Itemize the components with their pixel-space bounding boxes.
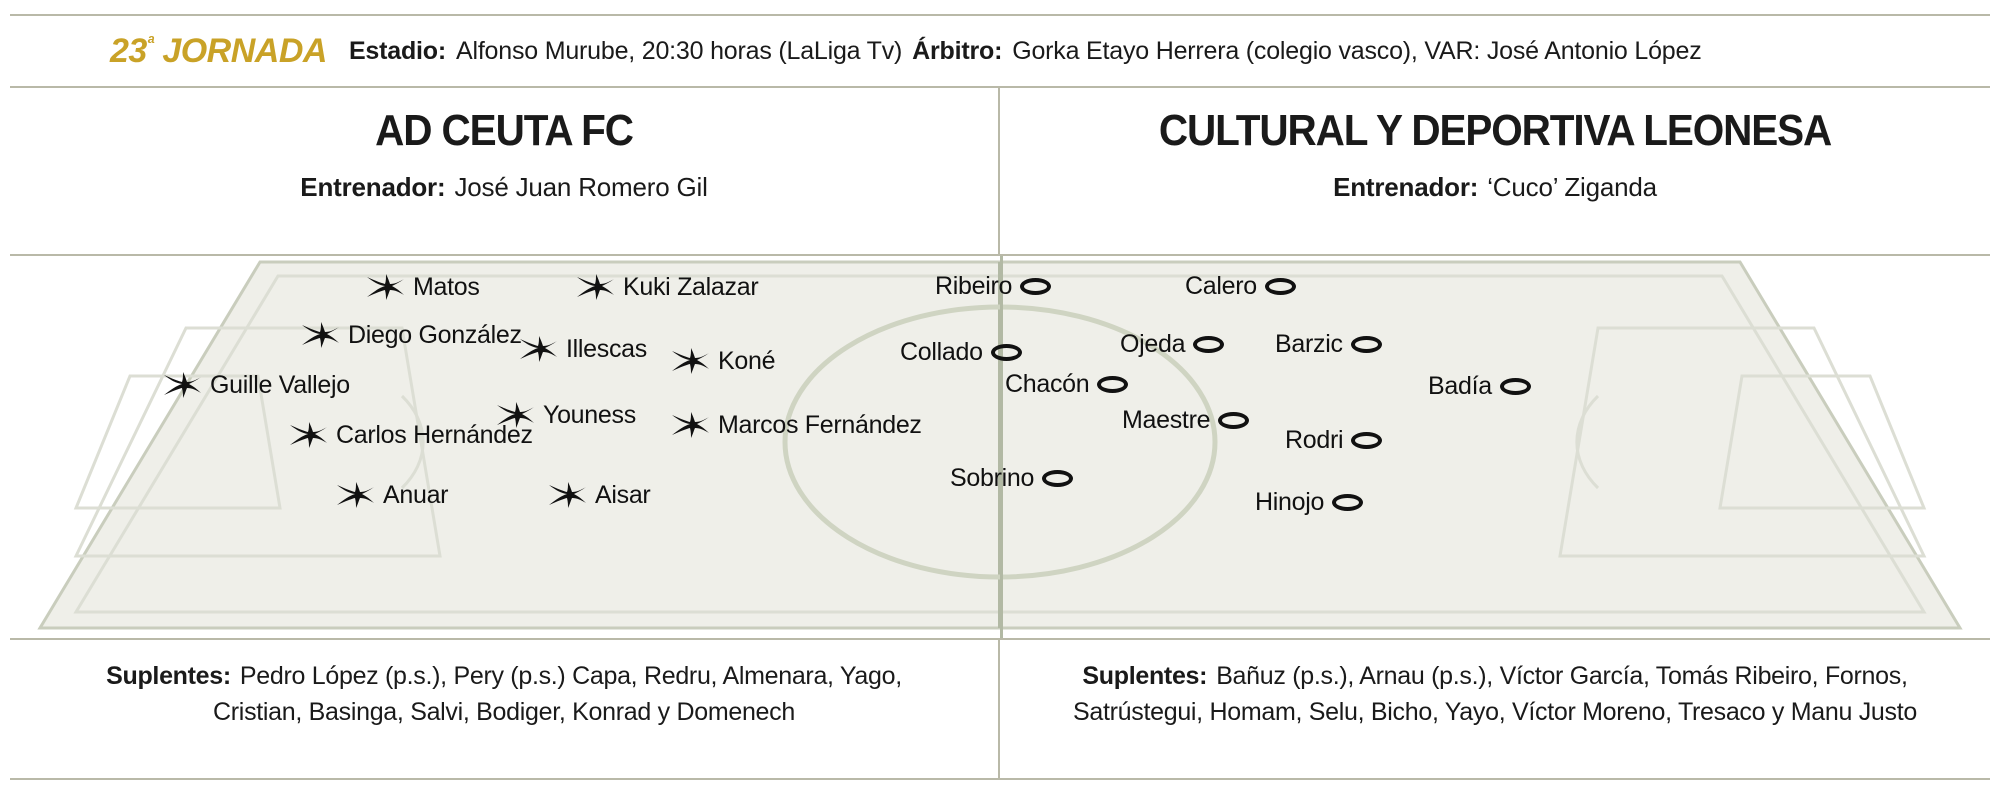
player-name: Matos (413, 272, 480, 301)
stadium-label: Estadio: (348, 36, 446, 65)
player-name: Hinojo (1255, 488, 1325, 516)
player-away (1005, 372, 1128, 397)
player-name: Ojeda (1120, 330, 1186, 358)
away-coach-label: Entrenador: (1333, 172, 1479, 202)
player-name: Kuki Zalazar (623, 272, 759, 301)
home-subs-line1: Pedro López (p.s.), Pery (p.s.) Capa, Redru, Almenara, Yago, (239, 662, 902, 690)
player-name: Chacón (1005, 370, 1090, 398)
player-home (575, 274, 758, 300)
player-away (1120, 332, 1224, 357)
player-name: Calero (1185, 272, 1257, 300)
match-info (349, 37, 1702, 66)
stadium-value: Alfonso Murube, 20:30 horas (LaLiga Tv) (455, 36, 903, 65)
player-away (1428, 374, 1531, 399)
home-coach (10, 172, 998, 203)
player-marker-star (365, 274, 405, 300)
player-marker-star (670, 412, 710, 438)
player-name: Anuar (383, 480, 449, 509)
player-home (365, 274, 480, 300)
player-marker-oval (1097, 376, 1128, 393)
player-away (1275, 332, 1382, 357)
home-team-header (10, 88, 1000, 254)
player-marker-star (162, 372, 202, 398)
player-name: Diego González (348, 320, 522, 349)
team-headers (10, 88, 1990, 256)
player-name: Ribeiro (935, 272, 1013, 300)
referee-label: Árbitro: (912, 36, 1003, 65)
player-marker-oval (1351, 432, 1382, 449)
player-marker-star (547, 482, 587, 508)
player-away (950, 466, 1073, 491)
home-subs-line2: Cristian, Basinga, Salvi, Bodiger, Konrad y Domenech (213, 698, 795, 727)
home-coach-name: José Juan Romero Gil (454, 172, 708, 202)
player-home (547, 482, 650, 508)
player-marker-oval (1265, 278, 1296, 295)
player-name: Marcos Fernández (718, 410, 922, 439)
player-name: Youness (543, 400, 636, 429)
away-subs-label: Suplentes: (1082, 662, 1208, 690)
player-marker-star (288, 422, 328, 448)
pitch-diagram (10, 256, 1990, 638)
away-coach-name: ‘Cuco’ Ziganda (1487, 172, 1657, 202)
player-home (288, 422, 533, 448)
player-home (670, 348, 775, 374)
player-name: Illescas (566, 334, 647, 363)
player-name: Rodri (1285, 426, 1344, 454)
player-away (935, 274, 1051, 299)
player-marker-oval (1500, 378, 1531, 395)
player-away (1285, 428, 1382, 453)
player-home (670, 412, 922, 438)
away-team-header (1000, 88, 1990, 254)
player-name: Guille Vallejo (210, 370, 350, 399)
player-home (518, 336, 647, 362)
player-marker-oval (1193, 336, 1224, 353)
player-marker-star (518, 336, 558, 362)
player-marker-oval (1042, 470, 1073, 487)
player-marker-star (670, 348, 710, 374)
player-name: Sobrino (950, 464, 1035, 492)
away-team-name: CULTURAL Y DEPORTIVA LEONESA (1158, 106, 1832, 155)
player-marker-oval (1218, 412, 1249, 429)
halfway-line (1000, 256, 1003, 638)
player-marker-oval (1020, 278, 1051, 295)
player-home (335, 482, 448, 508)
player-name: Koné (718, 346, 776, 375)
away-substitutes (1000, 640, 1990, 778)
away-coach (1000, 172, 1990, 203)
player-away (1122, 408, 1249, 433)
player-marker-oval (991, 344, 1022, 361)
player-marker-star (335, 482, 375, 508)
match-header (10, 14, 1990, 88)
matchday-word: JORNADA (162, 31, 327, 70)
player-name: Badía (1428, 372, 1492, 400)
player-name: Barzic (1275, 330, 1343, 358)
player-away (1255, 490, 1363, 515)
player-away (900, 340, 1022, 365)
referee-value: Gorka Etayo Herrera (colegio vasco), VAR: José Antonio López (1012, 36, 1702, 65)
player-marker-oval (1351, 336, 1382, 353)
matchday-ordinal: ª (146, 33, 154, 55)
away-subs-line2: Satrústegui, Homam, Selu, Bicho, Yayo, Víctor Moreno, Tresaco y Manu Justo (1073, 698, 1917, 727)
home-subs-label: Suplentes: (106, 662, 231, 690)
player-name: Carlos Hernández (336, 420, 533, 449)
player-marker-oval (1332, 494, 1363, 511)
player-home (162, 372, 350, 398)
player-name: Maestre (1122, 406, 1211, 434)
home-substitutes (10, 640, 1000, 778)
matchday-number: 23 (110, 31, 147, 70)
home-coach-label: Entrenador: (300, 172, 446, 202)
substitutes-section (10, 638, 1990, 780)
player-marker-star (300, 322, 340, 348)
matchday-title (110, 32, 327, 71)
player-away (1185, 274, 1296, 299)
player-name: Aisar (595, 480, 651, 509)
player-home (300, 322, 522, 348)
player-name: Collado (900, 338, 983, 366)
player-marker-star (575, 274, 615, 300)
away-subs-line1: Bañuz (p.s.), Arnau (p.s.), Víctor García, Tomás Ribeiro, Fornos, (1216, 662, 1908, 690)
home-team-name: AD CEUTA FC (375, 106, 633, 155)
